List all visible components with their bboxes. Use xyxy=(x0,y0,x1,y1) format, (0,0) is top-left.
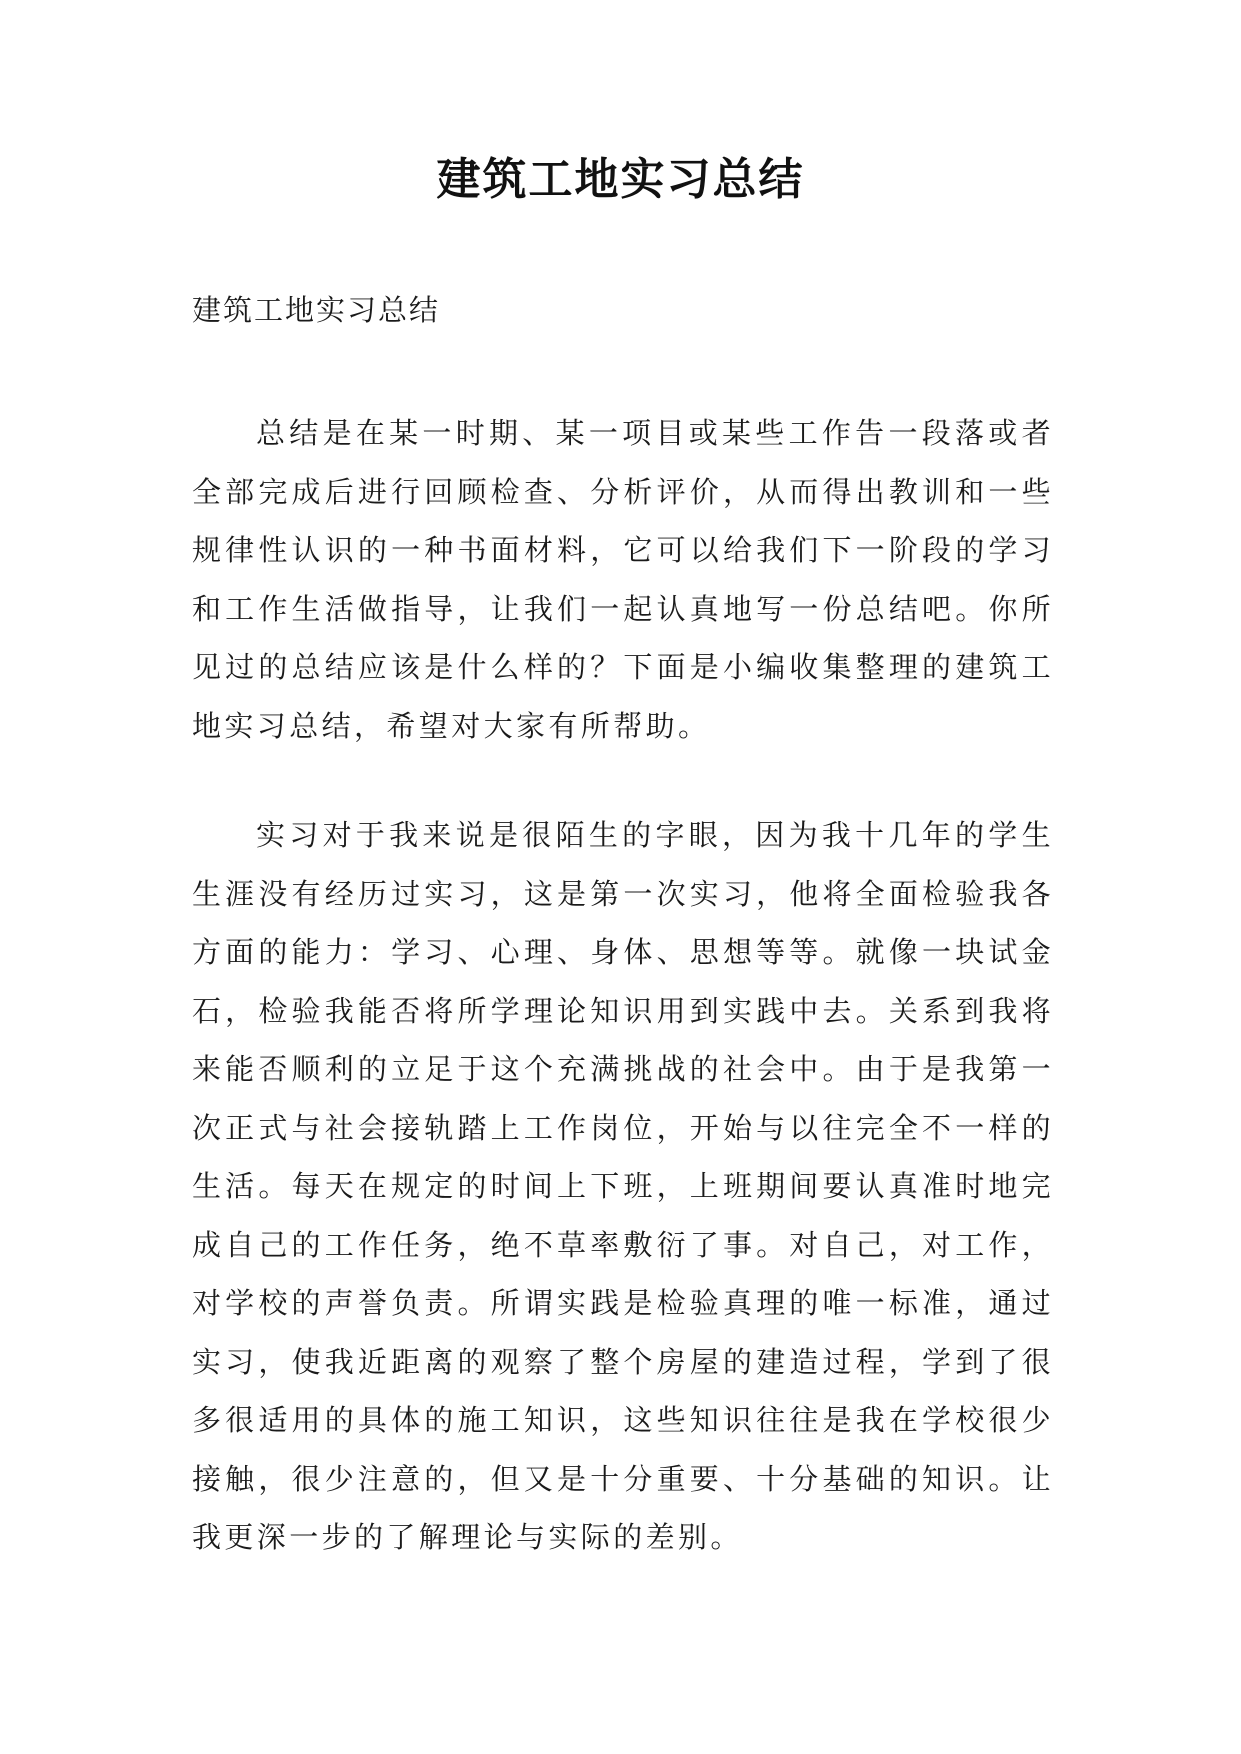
document-subtitle: 建筑工地实习总结 xyxy=(192,293,441,327)
paragraph-intro: 总结是在某一时期、某一项目或某些工作告一段落或者全部完成后进行回顾检查、分析评价，从而得出教训和一些规律性认识的一种书面材料，它可以给我们下一阶段的学习和工作生活做指导，让我们一起认真地写一份总结吧。你所见过的总结应该是什么样的？下面是小编收集整理的建筑工地实习总结，希望对大家有所帮助。 xyxy=(192,416,1054,743)
document-title: 建筑工地实习总结 xyxy=(436,154,805,205)
paragraph-body: 实习对于我来说是很陌生的字眼，因为我十几年的学生生涯没有经历过实习，这是第一次实习，他将全面检验我各方面的能力：学习、心理、身体、思想等等。就像一块试金石，检验我能否将所学理论知识用到实践中去。关系到我将来能否顺利的立足于这个充满挑战的社会中。由于是我第一次正式与社会接轨踏上工作岗位，开始与以往完全不一样的生活。每天在规定的时间上下班，上班期间要认真准时地完成自己的工作任务，绝不草率敷衍了事。对自己，对工作，对学校的声誉负责。所谓实践是检验真理的唯一标准，通过实习，使我近距离的观察了整个房屋的建造过程，学到了很多很适用的具体的施工知识，这些知识往往是我在学校很少接触，很少注意的，但又是十分重要、十分基础的知识。让我更深一步的了解理论与实际的差别。 xyxy=(192,818,1054,1554)
